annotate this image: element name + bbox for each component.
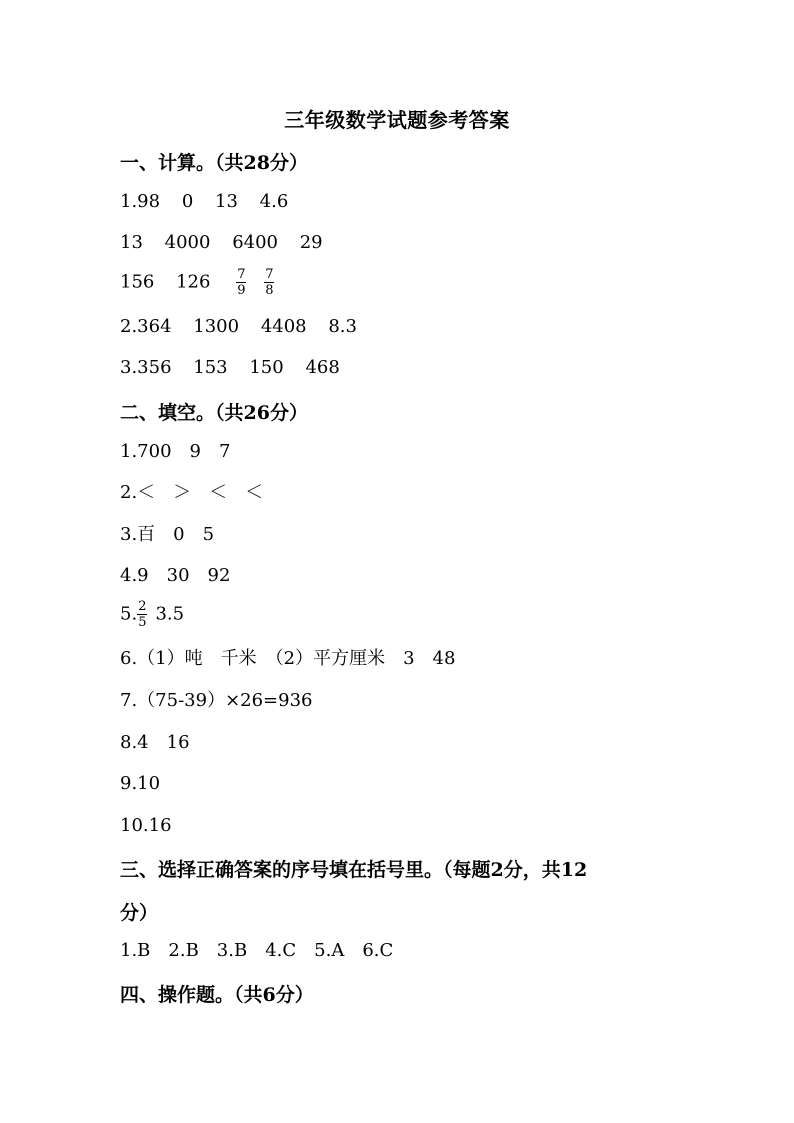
fraction (264, 268, 274, 297)
fraction (236, 268, 246, 297)
answer-value: 150 (249, 357, 284, 378)
fraction-denominator: 5 (138, 615, 147, 630)
section-2-answer-10: 10.16 (120, 815, 172, 836)
section-3-heading: 三、选择正确答案的序号填在括号里。（每题2分，共12 (120, 859, 588, 881)
answer-value: 2.364 (120, 316, 172, 337)
answer-value: 13 (120, 232, 143, 253)
fraction-numerator: 7 (237, 267, 246, 282)
answer-value: 6400 (232, 232, 278, 253)
answer-value: 468 (305, 357, 340, 378)
section-2-answer-5 (120, 600, 184, 629)
section-1-heading: 一、计算。（共28分） (120, 152, 308, 174)
answer-value: 3.356 (120, 357, 172, 378)
section-2-answer-4: 4.9 30 92 (120, 565, 231, 586)
answer-value: 8.3 (328, 316, 357, 337)
section-2-answer-2: 2.＜ ＞ ＜ ＜ (120, 482, 264, 503)
section-2-answer-1: 1.700 9 7 (120, 441, 231, 462)
section-1-line-3 (120, 268, 282, 297)
fraction (137, 600, 147, 629)
section-2-answer-7: 7.（75-39）×26=936 (120, 690, 313, 711)
section-2-answer-6: 6.（1）吨 千米 （2）平方厘米 3 48 (120, 648, 456, 669)
fraction-denominator: 8 (265, 283, 274, 298)
section-2-heading: 二、填空。（共26分） (120, 402, 308, 424)
section-2-answer-8: 8.4 16 (120, 732, 190, 753)
answer-value: 13 (215, 191, 238, 212)
section-4-heading: 四、操作题。（共6分） (120, 984, 314, 1006)
answer-value: 1300 (193, 316, 240, 337)
answer-value: 4000 (164, 232, 211, 253)
section-1-line-1 (120, 191, 288, 213)
answer-value: 29 (299, 232, 323, 253)
fraction-numerator: 2 (138, 599, 147, 614)
page-title: 三年级数学试题参考答案 (284, 108, 510, 132)
section-3-answers: 1.B 2.B 3.B 4.C 5.A 6.C (120, 940, 394, 961)
section-1-line-2 (120, 232, 323, 254)
answer-value: 4.6 (259, 191, 289, 212)
answer-value: 153 (193, 357, 228, 378)
section-1-line-4 (120, 316, 357, 338)
answer-value: 0 (181, 191, 194, 212)
section-3-heading-continued: 分） (120, 902, 159, 924)
answer-value: 156 (120, 271, 155, 293)
fraction-denominator: 9 (237, 283, 246, 298)
section-2-answer-9: 9.10 (120, 773, 161, 794)
answer-value: 4408 (260, 316, 307, 337)
answer-number: 5. (120, 603, 138, 625)
section-2-answer-3: 3.百 0 5 (120, 524, 215, 545)
section-1-line-5 (120, 357, 340, 379)
fraction-numerator: 7 (265, 267, 274, 282)
answer-value: 1.98 (120, 191, 161, 212)
answer-value: 3.5 (155, 603, 185, 625)
answer-value: 126 (176, 271, 211, 293)
